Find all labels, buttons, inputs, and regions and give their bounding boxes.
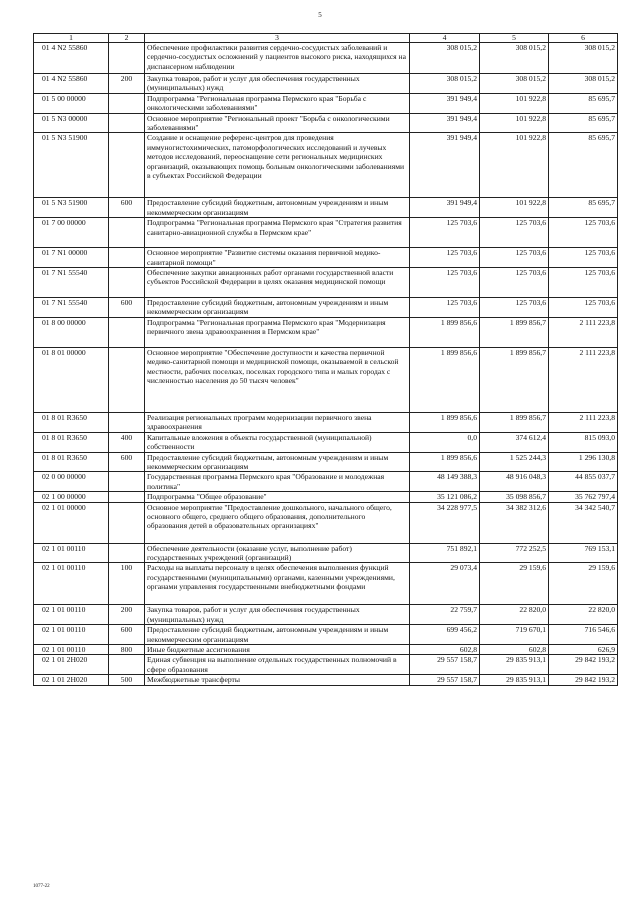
amount-cell: 308 015,2	[480, 74, 549, 94]
amount-cell: 391 949,4	[410, 198, 480, 218]
code-cell: 02 1 00 00000	[34, 492, 109, 502]
amount-cell: 29 073,4	[410, 563, 480, 605]
expense-type-cell	[109, 655, 145, 675]
table-row	[34, 298, 618, 318]
description-cell: Закупка товаров, работ и услуг для обеспечения государственных (муниципальных) нужд	[145, 605, 410, 625]
table-row	[34, 74, 618, 94]
code-cell: 01 5 N3 51900	[34, 198, 109, 218]
amount-cell: 85 695,7	[549, 113, 618, 133]
expense-type-cell: 100	[109, 563, 145, 605]
amount-cell: 29 557 158,7	[410, 675, 480, 685]
amount-cell: 308 015,2	[549, 74, 618, 94]
table-row	[34, 605, 618, 625]
amount-cell: 29 835 913,1	[480, 655, 549, 675]
expense-type-cell	[109, 543, 145, 563]
amount-cell: 22 820,0	[549, 605, 618, 625]
description-cell: Единая субвенция на выполнение отдельных государственных полномочий в сфере образования	[145, 655, 410, 675]
amount-cell: 125 703,6	[480, 268, 549, 298]
expense-type-cell	[109, 317, 145, 347]
amount-cell: 815 093,0	[549, 432, 618, 452]
description-cell: Закупка товаров, работ и услуг для обеспечения государственных (муниципальных) нужд	[145, 74, 410, 94]
amount-cell: 101 922,8	[480, 198, 549, 218]
code-cell: 01 7 N1 55540	[34, 268, 109, 298]
amount-cell: 29 842 193,2	[549, 675, 618, 685]
code-cell: 02 1 01 00110	[34, 625, 109, 645]
code-cell: 01 8 00 00000	[34, 317, 109, 347]
amount-cell: 716 546,6	[549, 625, 618, 645]
table-row	[34, 218, 618, 248]
expense-type-cell	[109, 502, 145, 543]
table-header-row	[34, 34, 618, 43]
amount-cell: 125 703,6	[410, 268, 480, 298]
amount-cell: 125 703,6	[410, 248, 480, 268]
code-cell: 02 1 01 00110	[34, 563, 109, 605]
table-row	[34, 347, 618, 412]
code-cell: 02 1 01 00110	[34, 605, 109, 625]
expense-type-cell	[109, 93, 145, 113]
description-cell: Предоставление субсидий бюджетным, автономным учреждениям и иным некоммерческим организациям	[145, 625, 410, 645]
expense-type-cell	[109, 412, 145, 432]
expense-type-cell	[109, 218, 145, 248]
code-cell: 01 4 N2 55860	[34, 43, 109, 74]
amount-cell: 101 922,8	[480, 113, 549, 133]
amount-cell: 2 111 223,8	[549, 347, 618, 412]
amount-cell: 29 159,6	[480, 563, 549, 605]
amount-cell: 125 703,6	[549, 248, 618, 268]
table-row	[34, 93, 618, 113]
expense-type-cell: 400	[109, 432, 145, 452]
table-row	[34, 198, 618, 218]
expense-type-cell: 600	[109, 198, 145, 218]
code-cell: 01 7 00 00000	[34, 218, 109, 248]
amount-cell: 719 670,1	[480, 625, 549, 645]
table-row	[34, 268, 618, 298]
column-header: 5	[480, 34, 549, 43]
description-cell: Обеспечение деятельности (оказание услуг, выполнение работ) государственных учреждений (организаций)	[145, 543, 410, 563]
table-row	[34, 625, 618, 645]
amount-cell: 85 695,7	[549, 93, 618, 113]
amount-cell: 391 949,4	[410, 133, 480, 198]
amount-cell: 1 899 856,7	[480, 412, 549, 432]
expense-type-cell: 500	[109, 675, 145, 685]
amount-cell: 29 159,6	[549, 563, 618, 605]
description-cell: Расходы на выплаты персоналу в целях обеспечения выполнения функций государственными (муниципальными) органами, казенными учреждениями, органами управления государственными внебюджетными фондами	[145, 563, 410, 605]
code-cell: 02 0 00 00000	[34, 472, 109, 492]
footer-code: 1077-22	[33, 884, 50, 889]
amount-cell: 1 899 856,6	[410, 412, 480, 432]
column-header: 2	[109, 34, 145, 43]
amount-cell: 769 153,1	[549, 543, 618, 563]
table-row	[34, 317, 618, 347]
amount-cell: 602,8	[410, 644, 480, 654]
amount-cell: 1 899 856,6	[410, 347, 480, 412]
expense-type-cell: 800	[109, 644, 145, 654]
amount-cell: 34 382 312,6	[480, 502, 549, 543]
amount-cell: 1 296 130,8	[549, 452, 618, 472]
description-cell: Обеспечение профилактики развития сердечно-сосудистых заболеваний и сердечно-сосудистых осложнений у пациентов высокого риска, находящихся на диспансерном наблюдении	[145, 43, 410, 74]
code-cell: 02 1 01 2Н020	[34, 655, 109, 675]
code-cell: 01 8 01 R3650	[34, 412, 109, 432]
code-cell: 02 1 01 2Н020	[34, 675, 109, 685]
amount-cell: 101 922,8	[480, 133, 549, 198]
code-cell: 01 7 N1 55540	[34, 298, 109, 318]
amount-cell: 125 703,6	[480, 248, 549, 268]
amount-cell: 29 557 158,7	[410, 655, 480, 675]
amount-cell: 29 835 913,1	[480, 675, 549, 685]
column-header: 3	[145, 34, 410, 43]
expense-type-cell: 600	[109, 298, 145, 318]
table-row	[34, 655, 618, 675]
amount-cell: 48 149 388,3	[410, 472, 480, 492]
table-row	[34, 563, 618, 605]
code-cell: 01 4 N2 55860	[34, 74, 109, 94]
amount-cell: 1 899 856,7	[480, 347, 549, 412]
description-cell: Подпрограмма "Региональная программа Пермского края "Стратегия развития санитарно-авиационной службы в Пермском крае"	[145, 218, 410, 248]
amount-cell: 1 899 856,7	[480, 317, 549, 347]
amount-cell: 308 015,2	[480, 43, 549, 74]
table-row	[34, 452, 618, 472]
amount-cell: 29 842 193,2	[549, 655, 618, 675]
amount-cell: 44 855 037,7	[549, 472, 618, 492]
code-cell: 01 5 N3 51900	[34, 133, 109, 198]
amount-cell: 48 916 048,3	[480, 472, 549, 492]
expense-type-cell	[109, 472, 145, 492]
description-cell: Основное мероприятие "Региональный проект "Борьба с онкологическими заболеваниями"	[145, 113, 410, 133]
amount-cell: 125 703,6	[410, 218, 480, 248]
amount-cell: 602,8	[480, 644, 549, 654]
code-cell: 01 8 01 00000	[34, 347, 109, 412]
code-cell: 02 1 01 00000	[34, 502, 109, 543]
expense-type-cell	[109, 248, 145, 268]
amount-cell: 35 098 856,7	[480, 492, 549, 502]
table-row	[34, 113, 618, 133]
table-row	[34, 43, 618, 74]
expense-type-cell: 600	[109, 452, 145, 472]
amount-cell: 35 121 086,2	[410, 492, 480, 502]
code-cell: 01 5 00 00000	[34, 93, 109, 113]
amount-cell: 125 703,6	[410, 298, 480, 318]
expense-type-cell: 200	[109, 605, 145, 625]
amount-cell: 125 703,6	[480, 218, 549, 248]
amount-cell: 34 342 540,7	[549, 502, 618, 543]
expense-type-cell	[109, 43, 145, 74]
table-row	[34, 472, 618, 492]
description-cell: Иные бюджетные ассигнования	[145, 644, 410, 654]
amount-cell: 0,0	[410, 432, 480, 452]
code-cell: 01 8 01 R3650	[34, 432, 109, 452]
amount-cell: 125 703,6	[549, 268, 618, 298]
table-row	[34, 492, 618, 502]
amount-cell: 2 111 223,8	[549, 317, 618, 347]
amount-cell: 626,9	[549, 644, 618, 654]
amount-cell: 22 820,0	[480, 605, 549, 625]
description-cell: Подпрограмма "Региональная программа Пермского края "Модернизация первичного звена здравоохранения в Пермском крае"	[145, 317, 410, 347]
column-header: 4	[410, 34, 480, 43]
amount-cell: 308 015,2	[549, 43, 618, 74]
table-row	[34, 412, 618, 432]
description-cell: Предоставление субсидий бюджетным, автономным учреждениям и иным некоммерческим организациям	[145, 452, 410, 472]
amount-cell: 22 759,7	[410, 605, 480, 625]
description-cell: Подпрограмма "Региональная программа Пермского края "Борьба с онкологическими заболеваниями"	[145, 93, 410, 113]
table-row	[34, 133, 618, 198]
page-number: 5	[318, 11, 322, 19]
amount-cell: 34 228 977,5	[410, 502, 480, 543]
expense-type-cell	[109, 133, 145, 198]
code-cell: 01 8 01 R3650	[34, 452, 109, 472]
code-cell: 02 1 01 00110	[34, 543, 109, 563]
amount-cell: 308 015,2	[410, 74, 480, 94]
amount-cell: 374 612,4	[480, 432, 549, 452]
expense-type-cell: 200	[109, 74, 145, 94]
amount-cell: 699 456,2	[410, 625, 480, 645]
description-cell: Предоставление субсидий бюджетным, автономным учреждениям и иным некоммерческим организациям	[145, 198, 410, 218]
table-row	[34, 644, 618, 654]
description-cell: Капитальные вложения в объекты государственной (муниципальной) собственности	[145, 432, 410, 452]
amount-cell: 125 703,6	[549, 298, 618, 318]
expense-type-cell	[109, 268, 145, 298]
code-cell: 01 7 N1 00000	[34, 248, 109, 268]
amount-cell: 35 762 797,4	[549, 492, 618, 502]
description-cell: Основное мероприятие "Предоставление дошкольного, начального общего, основного общего, среднего общего образования, дополнительного образования детей в образовательных организациях"	[145, 502, 410, 543]
code-cell: 01 5 N3 00000	[34, 113, 109, 133]
amount-cell: 85 695,7	[549, 133, 618, 198]
amount-cell: 101 922,8	[480, 93, 549, 113]
amount-cell: 1 525 244,3	[480, 452, 549, 472]
expense-type-cell	[109, 113, 145, 133]
amount-cell: 1 899 856,6	[410, 452, 480, 472]
table-row	[34, 502, 618, 543]
amount-cell: 125 703,6	[549, 218, 618, 248]
amount-cell: 391 949,4	[410, 113, 480, 133]
budget-table	[33, 33, 618, 686]
code-cell: 02 1 01 00110	[34, 644, 109, 654]
amount-cell: 85 695,7	[549, 198, 618, 218]
description-cell: Подпрограмма "Общее образование"	[145, 492, 410, 502]
amount-cell: 772 252,5	[480, 543, 549, 563]
description-cell: Обеспечение закупки авиационных работ органами государственной власти субъектов Российской Федерации в целях оказания медицинской помощи	[145, 268, 410, 298]
column-header: 6	[549, 34, 618, 43]
amount-cell: 1 899 856,6	[410, 317, 480, 347]
table-row	[34, 543, 618, 563]
column-header: 1	[34, 34, 109, 43]
description-cell: Основное мероприятие "Обеспечение доступности и качества первичной медико-санитарной помощи и медицинской помощи, оказываемой в сельской местности, рабочих поселках, поселках городского типа и малых городах с численностью населения до 50 тысяч человек"	[145, 347, 410, 412]
amount-cell: 125 703,6	[480, 298, 549, 318]
expense-type-cell	[109, 492, 145, 502]
description-cell: Предоставление субсидий бюджетным, автономным учреждениям и иным некоммерческим организациям	[145, 298, 410, 318]
table-row	[34, 432, 618, 452]
amount-cell: 751 892,1	[410, 543, 480, 563]
description-cell: Государственная программа Пермского края "Образование и молодежная политика"	[145, 472, 410, 492]
description-cell: Основное мероприятие "Развитие системы оказания первичной медико-санитарной помощи"	[145, 248, 410, 268]
table-row	[34, 675, 618, 685]
amount-cell: 391 949,4	[410, 93, 480, 113]
amount-cell: 2 111 223,8	[549, 412, 618, 432]
expense-type-cell	[109, 347, 145, 412]
amount-cell: 308 015,2	[410, 43, 480, 74]
table-row	[34, 248, 618, 268]
description-cell: Создание и оснащение референс-центров для проведения иммуногистохимических, патоморфологических исследований и лучевых методов исследований, переоснащение сети региональных медицинских организаций, оказывающих помощь больным онкологическими заболеваниями в субъектах Российской Федерации	[145, 133, 410, 198]
description-cell: Реализация региональных программ модернизации первичного звена здравоохранения	[145, 412, 410, 432]
expense-type-cell: 600	[109, 625, 145, 645]
description-cell: Межбюджетные трансферты	[145, 675, 410, 685]
